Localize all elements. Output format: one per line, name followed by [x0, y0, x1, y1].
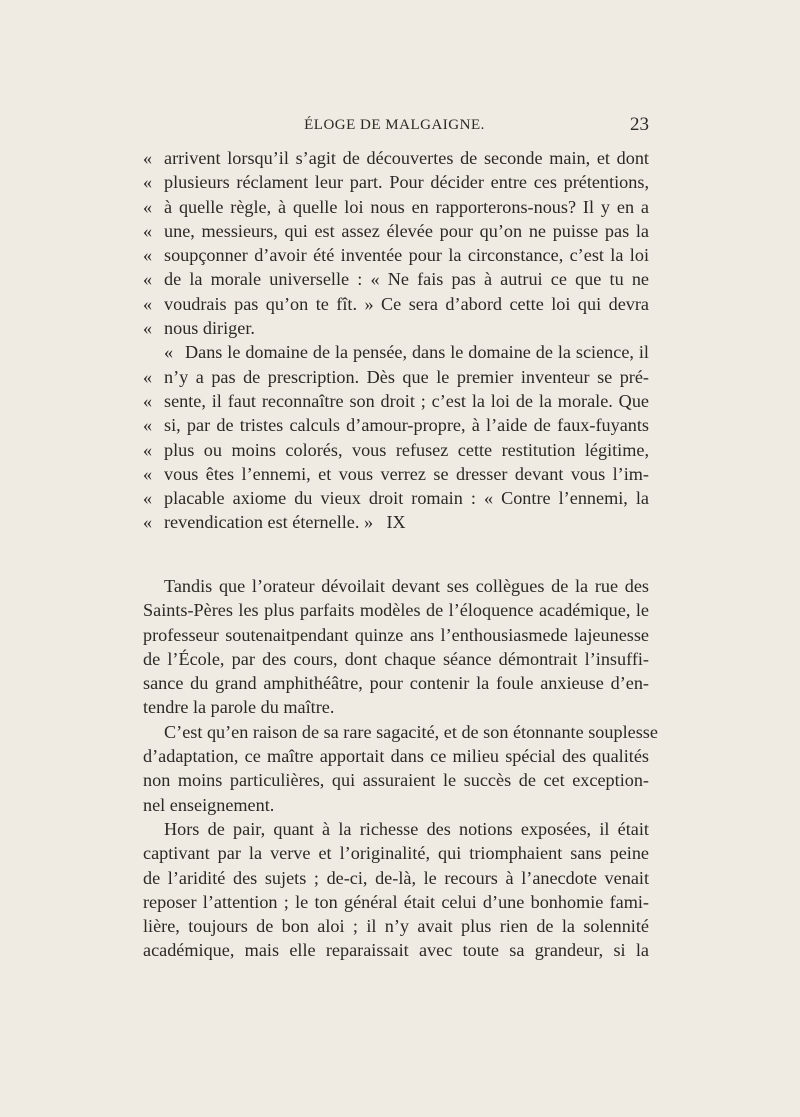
guillemet: [143, 486, 152, 510]
quote-line: « Dans le domaine de la pensée, dans le domaine de la science, il: [143, 340, 649, 364]
body-line: d’adaptation, ce maître apportait dans ce milieu spécial des qualités: [143, 746, 649, 767]
quote-line: « nous diriger.: [143, 316, 649, 340]
body-line: reposer l’attention ; le ton général était celui d’une bonhomie fami-: [143, 891, 649, 912]
guillemet: [143, 170, 152, 194]
guillemet: [164, 340, 173, 364]
guillemet: [143, 292, 152, 316]
guillemet: [143, 267, 152, 291]
quote-line: « sente, il faut reconnaître son droit ; c’est la loi de la morale. Que: [143, 389, 649, 413]
quote-line: « à quelle règle, à quelle loi nous en rapporterons-nous? Il y en a: [143, 195, 649, 219]
guillemet: [143, 243, 152, 267]
quote-line: « placable axiome du vieux droit romain : « Contre l’ennemi, la: [143, 486, 649, 510]
running-title: ÉLOGE DE MALGAIGNE.: [304, 117, 485, 133]
page-number: 23: [630, 114, 649, 135]
body-line: Saints-Pères les plus parfaits modèles de l’éloquence académique, le: [143, 600, 649, 621]
guillemet: [143, 146, 152, 170]
quote-line: « n’y a pas de prescription. Dès que le premier inventeur se pré-: [143, 365, 649, 389]
body-line: sance du grand amphithéâtre, pour contenir la foule anxieuse d’en-: [143, 673, 649, 694]
body-line: professeur soutenaitpendant quinze ans l’enthousiasmede lajeunesse: [143, 624, 649, 645]
body-line: Hors de pair, quant à la richesse des notions exposées, il était: [164, 818, 649, 839]
guillemet: [143, 462, 152, 486]
quote-line: « plus ou moins colorés, vous refusez cette restitution légitime,: [143, 438, 649, 462]
body-line: lière, toujours de bon aloi ; il n’y avait plus rien de la solennité: [143, 916, 649, 937]
quote-line: « plusieurs réclament leur part. Pour décider entre ces prétentions,: [143, 170, 649, 194]
quote-line: « vous êtes l’ennemi, et vous verrez se dresser devant vous l’im-: [143, 462, 649, 486]
body-line: tendre la parole du maître.: [143, 697, 335, 718]
body-line: académique, mais elle reparaissait avec toute sa grandeur, si la: [143, 940, 649, 961]
quote-line: « une, messieurs, qui est assez élevée pour qu’on ne puisse pas la: [143, 219, 649, 243]
body-line: captivant par la verve et l’originalité, qui triomphaient sans peine: [143, 843, 649, 864]
quote-line: « revendication est éternelle. »: [143, 510, 649, 534]
guillemet: [143, 413, 152, 437]
guillemet: [143, 389, 152, 413]
section-heading: IX: [386, 512, 406, 532]
guillemet: [143, 316, 152, 340]
body-line: de l’aridité des sujets ; de-ci, de-là, le recours à l’anecdote venait: [143, 867, 649, 888]
body-line: Tandis que l’orateur dévoilait devant ses collègues de la rue des: [164, 576, 649, 596]
quote-line: « arrivent lorsqu’il s’agit de découvertes de seconde main, et dont: [143, 146, 649, 170]
guillemet: [143, 195, 152, 219]
quote-line: « si, par de tristes calculs d’amour-propre, à l’aide de faux-fuyants: [143, 413, 649, 437]
quote-line: « soupçonner d’avoir été inventée pour la circonstance, c’est la loi: [143, 243, 649, 267]
quote-line: « voudrais pas qu’on te fît. » Ce sera d’abord cette loi qui devra: [143, 292, 649, 316]
running-head: [140, 114, 649, 137]
body-line: de l’École, par des cours, dont chaque séance démontrait l’insuffi-: [143, 648, 649, 669]
body-line: C’est qu’en raison de sa rare sagacité, et de son étonnante souplesse: [164, 721, 658, 742]
body-text: [143, 574, 658, 963]
guillemet: [143, 365, 152, 389]
quote-line: « de la morale universelle : « Ne fais pas à autrui ce que tu ne: [143, 267, 649, 291]
guillemet: [143, 219, 152, 243]
body-line: nel enseignement.: [143, 794, 275, 815]
guillemet: [143, 438, 152, 462]
quoted-speech: [143, 146, 649, 535]
body-line: non moins particulières, qui assuraient le succès de cet exception-: [143, 770, 649, 791]
